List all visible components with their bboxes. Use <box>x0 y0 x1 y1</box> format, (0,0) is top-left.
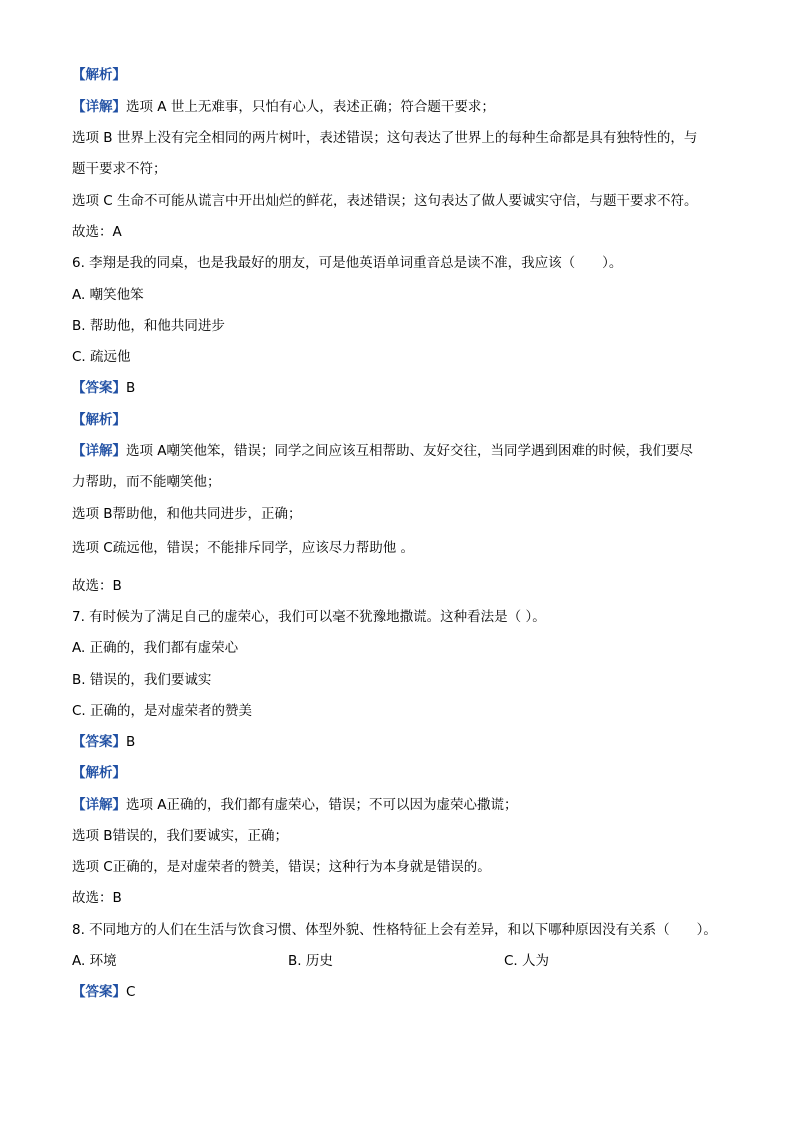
q7-option-b-analysis: 选项 B错误的，我们要诚实，正确； <box>72 828 289 844</box>
q8-option-a: A. 环境 <box>72 953 117 969</box>
detail-tag: 【详解】 <box>72 797 126 813</box>
q6-detail-line <box>72 442 732 460</box>
q6-analysis-heading <box>72 411 732 429</box>
analysis-heading <box>72 66 732 84</box>
q7-option-c-analysis: 选项 C正确的，是对虚荣者的赞美，错误；这种行为本身就是错误的。 <box>72 859 491 875</box>
detail-text: 选项 A 世上无难事，只怕有心人，表述正确；符合题干要求； <box>126 99 495 115</box>
question-6: 6. 李翔是我的同桌，也是我最好的朋友，可是他英语单词重音总是读不准，我应该（ ）。 <box>72 255 623 271</box>
detail-tag: 【详解】 <box>72 443 126 459</box>
q6-option-c-analysis: 选项 C疏远他，错误；不能排斥同学，应该尽力帮助他 。 <box>72 540 415 556</box>
detail-text: 选项 A嘲笑他笨，错误；同学之间应该互相帮助、友好交往，当同学遇到困难的时候，我们要尽 <box>126 443 694 459</box>
q6-answer: B <box>126 380 136 396</box>
option-c-analysis: 选项 C 生命不可能从谎言中开出灿烂的鲜花，表述错误；这句表达了做人要诚实守信，与题干要求不符。 <box>72 193 698 209</box>
answer-tag: 【答案】 <box>72 734 126 750</box>
q6-option-b: B. 帮助他，和他共同进步 <box>72 318 225 334</box>
q8-option-b: B. 历史 <box>288 953 333 969</box>
q7-option-a: A. 正确的，我们都有虚荣心 <box>72 640 239 656</box>
answer-tag: 【答案】 <box>72 380 126 396</box>
q8-answer-line <box>72 983 732 1001</box>
q6-option-a: A. 嘲笑他笨 <box>72 287 144 303</box>
q6-option-b-analysis: 选项 B帮助他，和他共同进步，正确； <box>72 506 302 522</box>
analysis-tag: 【解析】 <box>72 765 126 781</box>
analysis-tag: 【解析】 <box>72 67 126 83</box>
analysis-tag: 【解析】 <box>72 412 126 428</box>
q7-option-b: B. 错误的，我们要诚实 <box>72 672 212 688</box>
option-b-analysis-cont: 题干要求不符； <box>72 161 167 177</box>
q6-result: 故选：B <box>72 578 122 594</box>
q7-option-c: C. 正确的，是对虚荣者的赞美 <box>72 703 253 719</box>
answer-tag: 【答案】 <box>72 984 126 1000</box>
q6-detail-cont: 力帮助，而不能嘲笑他； <box>72 474 221 490</box>
q7-result: 故选：B <box>72 890 122 906</box>
detail-text: 选项 A正确的，我们都有虚荣心，错误；不可以因为虚荣心撒谎； <box>126 797 518 813</box>
q7-answer: B <box>126 734 136 750</box>
q8-answer: C <box>126 984 136 1000</box>
question-7: 7. 有时候为了满足自己的虚荣心，我们可以毫不犹豫地撒谎。这种看法是（ ）。 <box>72 609 546 625</box>
q7-answer-line <box>72 733 732 751</box>
question-8: 8. 不同地方的人们在生活与饮食习惯、体型外貌、性格特征上会有差异，和以下哪种原因没有关系（ ）。 <box>72 922 717 938</box>
q8-option-c: C. 人为 <box>504 953 550 969</box>
q7-analysis-heading <box>72 764 732 782</box>
option-b-analysis: 选项 B 世界上没有完全相同的两片树叶，表述错误；这句表达了世界上的每种生命都是具有独特性的，与 <box>72 130 698 146</box>
q6-option-c: C. 疏远他 <box>72 349 131 365</box>
q7-detail-line <box>72 796 732 814</box>
detail-tag: 【详解】 <box>72 99 126 115</box>
q6-answer-line <box>72 379 732 397</box>
detail-line <box>72 98 732 116</box>
result-line: 故选：A <box>72 224 122 240</box>
